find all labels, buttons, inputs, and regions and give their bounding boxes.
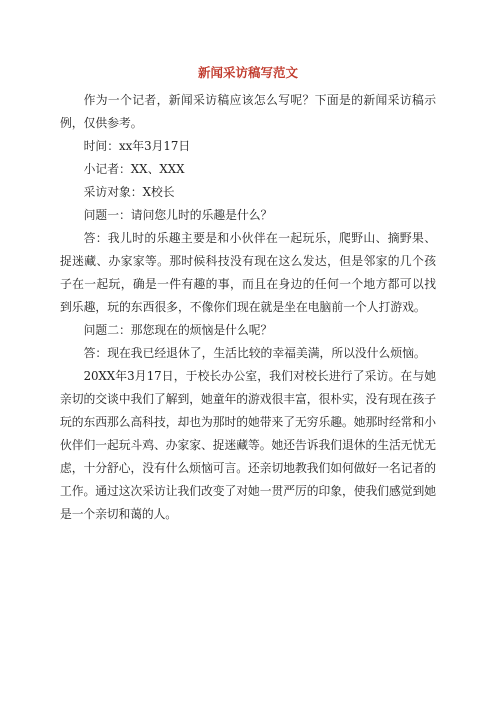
paragraph-question-1: 问题一：请问您儿时的乐趣是什么？ — [83, 208, 273, 222]
paragraph-interviewee: 采访对象：X校长 — [83, 185, 175, 199]
paragraph-summary: 20XX年3月17日，于校长办公室，我们对校长进行了采访。在与她亲切的交谈中我们了解到，她童年的游戏很丰富，很朴实，没有现在孩子玩的东西那么高科技，却也为那时的她带来了无穷乐趣。她那时经常和小伙伴们一起玩斗鸡、办家家、捉迷藏等。她还告诉我们退休的生活无忧无虑，十分舒心，没有什么烦恼可言。还亲切地教我们如何做好一名记者的工作。通过这次采访让我们改变了对她一贯严厉的印象，使我们感觉到她是一个亲切和蔼的人。 — [60, 369, 436, 521]
paragraph-question-2: 问题二：那您现在的烦恼是什么呢？ — [83, 323, 273, 337]
paragraph-intro: 作为一个记者，新闻采访稿应该怎么写呢？下面是的新闻采访稿示例，仅供参考。 — [60, 93, 436, 130]
paragraph-answer-2: 答：现在我已经退休了，生活比较的幸福美满，所以没什么烦恼。 — [83, 346, 426, 360]
document-page — [60, 64, 436, 526]
paragraph-reporter: 小记者：XX、XXX — [83, 162, 185, 176]
document-title: 新闻采访稿写范文 — [197, 65, 298, 80]
paragraph-time: 时间：xx年3月17日 — [83, 139, 191, 153]
paragraph-answer-1: 答：我儿时的乐趣主要是和小伙伴在一起玩乐，爬野山、摘野果、捉迷藏、办家家等。那时候科技没有现在这么发达，但是邻家的几个孩子在一起玩，确是一件有趣的事，而且在身边的任何一个地方都可以找到乐趣，玩的东西很多，不像你们现在就是坐在电脑前一个人打游戏。 — [60, 231, 436, 314]
